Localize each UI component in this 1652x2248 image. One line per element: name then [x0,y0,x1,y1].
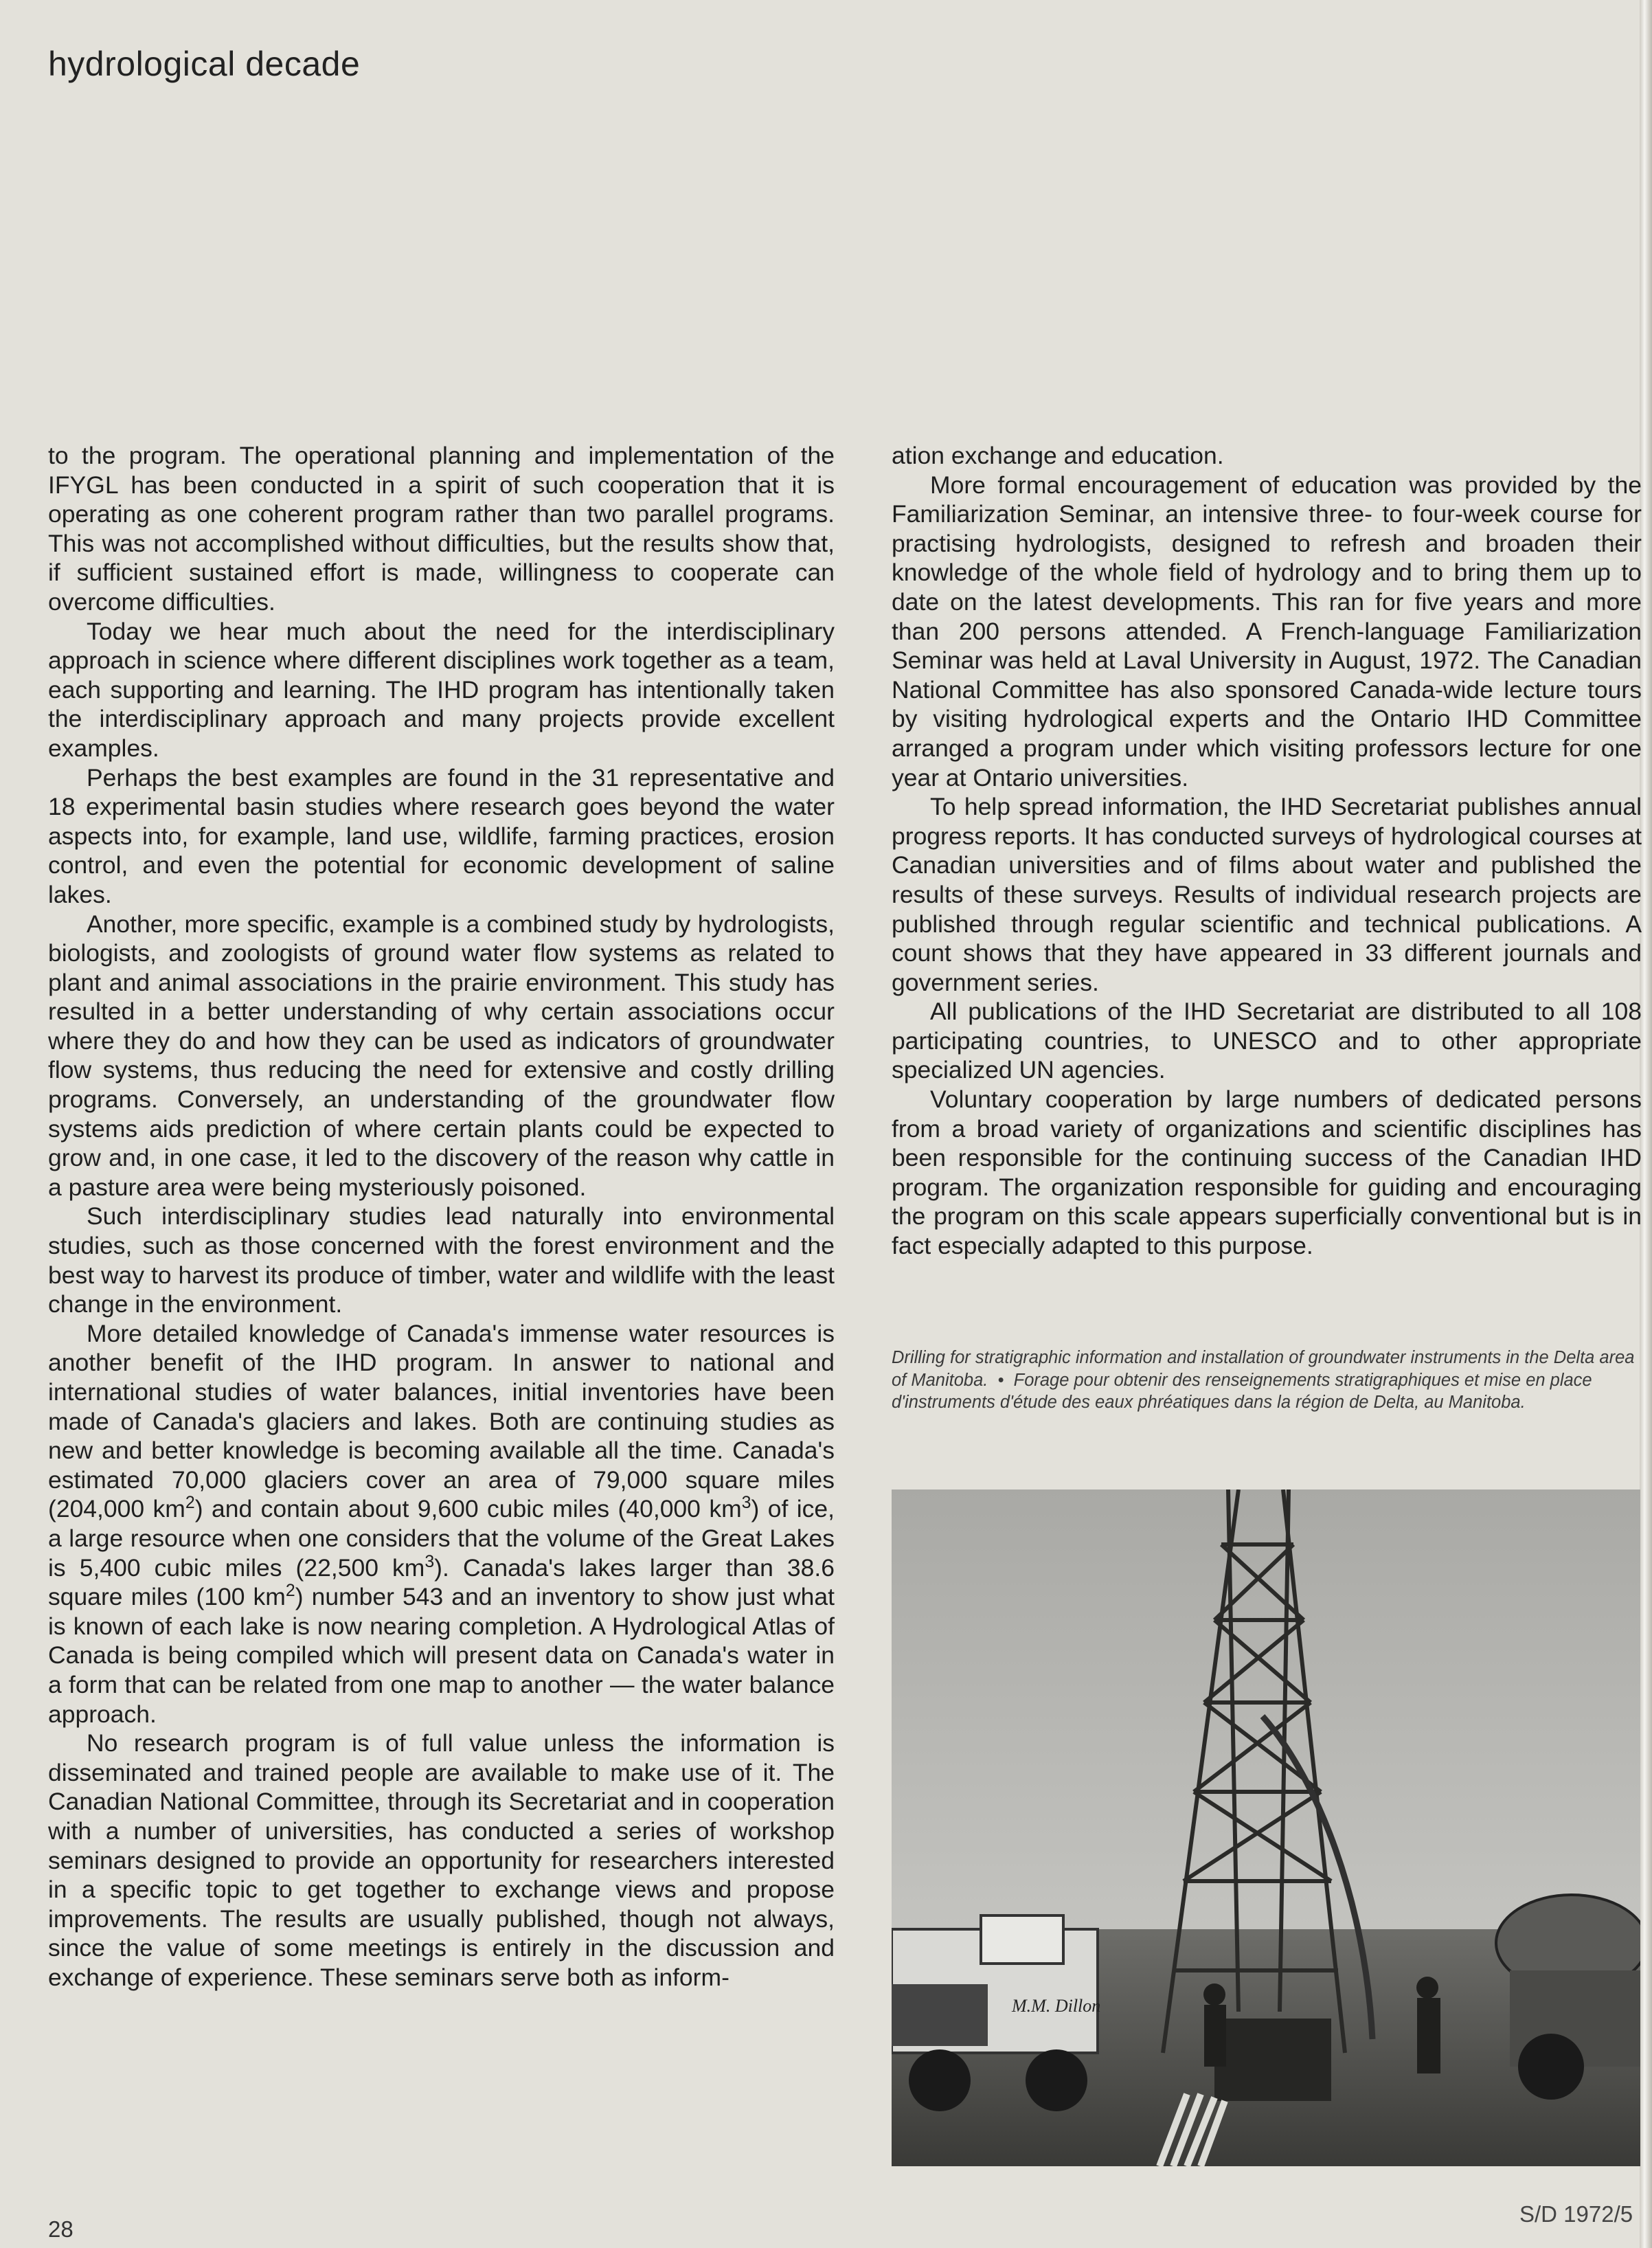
paragraph: To help spread information, the IHD Secretariat publishes annual progress reports. It has conducted surveys of hydrological courses at Canadian universities and of films about water and published the results of these surveys. Results of individual research projects are published through regular scientific and technical publications. A count shows that they have appeared in 33 different journals and government series. [892,793,1642,996]
text-run: ) number 543 and an inventory to show just what is known of each lake is now nearing completion. A Hydrological Atlas of Canada is being compiled which will present data on Canada's water in a form that can be related from one map to another — the water balance approach. [48,1583,835,1728]
paragraph-water-resources [48,1319,835,1729]
text-run: ). Canada's lakes larger than 38.6 square miles (100 km [48,1553,835,1611]
drill-engine [1214,2019,1331,2101]
truck-sign: M.M. Dillon [1012,1996,1101,2016]
paragraph: Voluntary cooperation by large numbers of dedicated persons from a broad variety of organizations and scientific disciplines has been responsible for the continuing success of the Canadian IHD program. The organization responsible for guiding and encouraging the program on this scale appears superficially conventional but is in fact especially adapted to this purpose. [892,1086,1642,1260]
paragraph: ation exchange and education. [892,442,1224,469]
page-number: 28 [48,2216,73,2242]
paragraph: More formal encouragement of education was provided by the Familiarization Seminar, an intensive three- to four-week course for practising hydrologists, designed to refresh and broaden their knowledge of the whole field of hydrology and to bring them up to date on the latest developments. This ran for five years and more than 200 persons attended. A French-language Familiarization Seminar was held at Laval University in August, 1972. The Canadian National Committee has also sponsored Canada-wide lecture tours by visiting hydrological experts and the Ontario IHD Committee arranged a program under which visiting professors lecture for one year at Ontario universities. [892,471,1642,791]
running-header: hydrological decade [48,45,361,83]
superscript: 2 [185,1494,195,1513]
caption-french: Forage pour obtenir des renseignements stratigraphiques et mise en place d'instruments d'étude des eaux phréatiques dans la région de Delta, au Manitoba. [892,1370,1592,1412]
drilling-rig-photo [892,1490,1640,2166]
superscript: 3 [425,1552,435,1571]
text-run: ) and contain about 9,600 cubic miles (40,000 km [194,1495,742,1523]
paragraph: Perhaps the best examples are found in the 31 representative and 18 experimental basin studies where research goes beyond the water aspects into, for example, land use, wildlife, farming practices, erosion control, and even the potential for economic development of saline lakes. [48,763,835,908]
superscript: 2 [285,1582,295,1601]
caption-english: Drilling for stratigraphic information and installation of groundwater instruments in the Delta area of Manitoba. [892,1348,1635,1390]
right-column [892,441,1642,1261]
issue-label: S/D 1972/5 [1519,2201,1633,2227]
paragraph: Another, more specific, example is a combined study by hydrologists, biologists, and zoologists of ground water flow systems as related to plant and animal associations in the prairie environment. This study has resulted in a better understanding of why certain associations occur where they do and how they can be used as indicators of groundwater flow systems, thus reducing the need for extensive and costly drilling programs. Conversely, an understanding of the groundwater flow systems aids prediction of where certain plants could be expected to grow and, in one case, it led to the discovery of the reason why cattle in a pasture area were being mysteriously poisoned. [48,910,835,1201]
superscript: 3 [741,1494,751,1513]
text-run: ) of ice, a large resource when one considers that the volume of the Great Lakes is 5,400 cubic miles (22,500 km [48,1495,835,1582]
paragraph: Such interdisciplinary studies lead naturally into environmental studies, such as those concerned with the forest environment and the best way to harvest its produce of timber, water and wildlife with the least change in the environment. [48,1202,835,1318]
paragraph: to the program. The operational planning and implementation of the IFYGL has been conducted in a spirit of such cooperation that it is operating as one coherent program rather than two parallel programs. This was not accomplished without difficulties, but the results show that, if sufficient sustained effort is made, willingness to cooperate can overcome difficulties. [48,442,835,616]
photo-caption [892,1347,1642,1414]
paragraph: Today we hear much about the need for the interdisciplinary approach in science where different disciplines work together as a team, each supporting and learning. The IHD program has intentionally taken the interdisciplinary approach and many projects provide excellent examples. [48,617,835,762]
left-column [48,441,835,1992]
text-run: More detailed knowledge of Canada's immense water resources is another benefit of the IHD program. In answer to national and international studies of water balances, initial inventories have been made of Canada's glaciers and lakes. Both are continuing studies as new and better knowledge is becoming available all the time. Canada's estimated 70,000 glaciers cover an area of 79,000 square miles (204,000 km [48,1319,835,1523]
caption-separator: • [997,1370,1004,1390]
paragraph: All publications of the IHD Secretariat are distributed to all 108 participating countries, to UNESCO and to other appropriate specialized UN agencies. [892,998,1642,1084]
photo-illustration [892,1490,1640,2166]
paragraph: No research program is of full value unless the information is disseminated and trained people are available to make use of it. The Canadian National Committee, through its Secretariat and in cooperation with a number of universities, has conducted a series of workshop seminars designed to provide an opportunity for researchers interested in a specific topic to get together to exchange views and propose improvements. The results are usually published, though not always, since the value of some meetings is entirely in the discussion and exchange of experience. These seminars serve both as inform- [48,1729,835,1991]
